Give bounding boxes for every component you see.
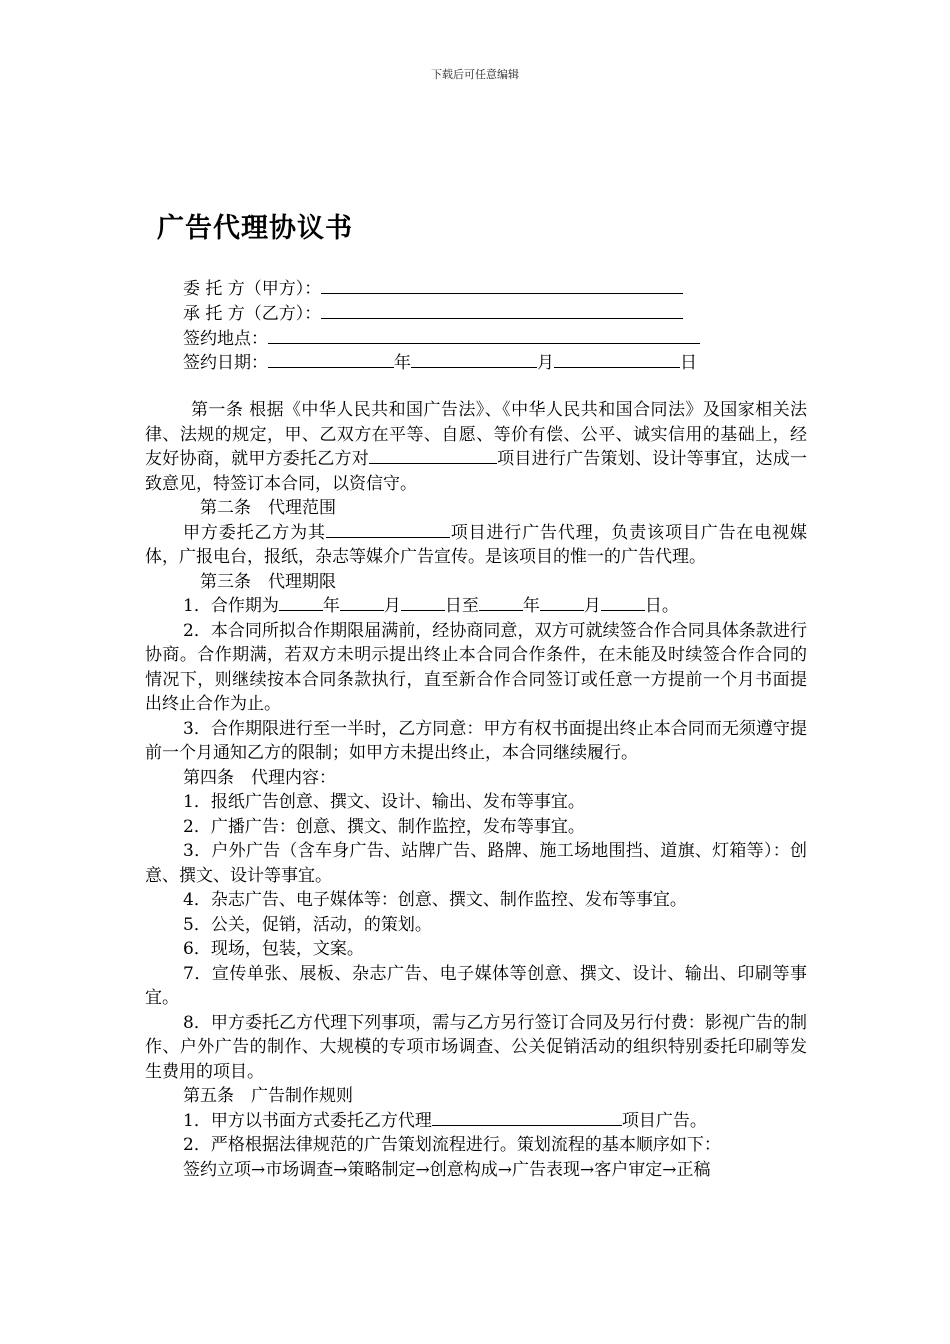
article-5-text: 1．甲方以书面方式委托乙方代理	[183, 1110, 432, 1131]
place-field	[183, 326, 700, 350]
year-blank[interactable]	[268, 350, 394, 368]
article-4-heading: 第四条 代理内容：	[183, 767, 336, 788]
article-4-item: 2．广播广告：创意、撰文、制作监控，发布等事宜。	[183, 816, 585, 837]
date-field	[183, 350, 697, 374]
article-3-heading: 第三条 代理期限	[200, 571, 336, 592]
article-5-item-3: 签约立项→市场调查→策略制定→创意构成→广告表现→客户审定→正稿	[183, 1159, 711, 1180]
document-title: 广告代理协议书	[157, 213, 353, 244]
article-2-text: 甲方委托乙方为其	[183, 522, 326, 543]
term-month-2: 月	[583, 596, 601, 616]
article-5-heading: 第五条 广告制作规则	[183, 1086, 353, 1106]
term-year: 年	[322, 596, 340, 616]
party-b-label: 承 托 方（乙方）：	[183, 304, 322, 324]
article-5-item-1	[145, 1109, 807, 1134]
article-5-text-end: 项目广告。	[621, 1110, 707, 1131]
day-blank[interactable]	[554, 350, 680, 368]
article-4-item: 6．现场，包装，文案。	[183, 939, 364, 959]
article-3-item-1	[145, 594, 807, 619]
term-blank[interactable]	[401, 594, 445, 611]
place-blank[interactable]	[268, 326, 700, 344]
day-label: 日	[680, 353, 697, 373]
term-day-to: 日至	[444, 596, 479, 616]
party-a-blank[interactable]	[321, 276, 683, 294]
article-3-item-2: 2．本合同所拟合作期限届满前，经协商同意，双方可就续签合作合同具体条款进行协商。合作期满，若双方未明示提出终止本合同合作条件，在未能及时续签合作合同的情况下，则继续按本合同条款执行，直至新合作合同签订或任意一方提前一个月书面提出终止合作为止。	[145, 620, 807, 714]
article-4-item: 4．杂志广告、电子媒体等：创意、撰文、制作监控、发布等事宜。	[183, 890, 687, 910]
article-4-item: 7．宣传单张、展板、杂志广告、电子媒体等创意、撰文、设计、输出、印刷等事宜。	[145, 963, 807, 1008]
article-1-text-end: 项目进行广告策划、设计等事宜，达成一致意见，特签订本合同，以资信守。	[145, 449, 808, 494]
header-note: 下载后可任意编辑	[431, 68, 519, 81]
party-b-blank[interactable]	[321, 301, 683, 319]
contract-body	[145, 398, 807, 1182]
place-label: 签约地点：	[183, 329, 268, 349]
article-4-item: 3．户外广告（含车身广告、站牌广告、路牌、施工场地围挡、道旗、灯箱等）：创意、撰文、设计等事宜。	[145, 841, 807, 886]
article-1-text: 第一条 根据《中华人民共和国广告法》、《中华人民共和国合同法》及国家相关法律、法规的规定，甲、乙双方在平等、自愿、等价有偿、公平、诚实信用的基础上，经友好协商，就甲方委托乙方对	[145, 400, 807, 469]
term-blank[interactable]	[601, 594, 645, 611]
month-label: 月	[537, 353, 554, 373]
article-4-item: 1．报纸广告创意、撰文、设计、输出、发布等事宜。	[183, 792, 585, 812]
article-2	[145, 521, 807, 570]
article-5-item-2: 2．严格根据法律规范的广告策划流程进行。策划流程的基本顺序如下：	[183, 1135, 721, 1155]
article-2-heading: 第二条 代理范围	[200, 498, 336, 518]
term-blank[interactable]	[479, 594, 523, 611]
month-blank[interactable]	[411, 350, 537, 368]
article-2-text-end: 项目进行广告代理，负责该项目广告在电视媒体，广报电台，报纸，杂志等媒介广告宣传。是该项目的惟一的广告代理。	[145, 522, 808, 567]
term-blank[interactable]	[340, 594, 384, 611]
project-blank[interactable]	[369, 447, 497, 464]
term-blank[interactable]	[540, 594, 584, 611]
party-a-label: 委 托 方（甲方）：	[183, 279, 322, 299]
date-label: 签约日期：	[183, 353, 268, 373]
year-label: 年	[394, 353, 411, 373]
project-blank[interactable]	[326, 521, 450, 538]
article-4-item: 8．甲方委托乙方代理下列事项，需与乙方另行签订合同及另行付费：影视广告的制作、户外广告的制作、大规模的专项市场调查、公关促销活动的组织特别委托印刷等发生费用的项目。	[145, 1012, 807, 1082]
term-day-2: 日。	[644, 596, 679, 616]
term-year-2: 年	[522, 596, 540, 616]
term-month: 月	[383, 596, 401, 616]
article-3-item-3: 3．合作期限进行至一半时，乙方同意：甲方有权书面提出终止本合同而无须遵守提前一个月通知乙方的限制；如甲方未提出终止，本合同继续履行。	[145, 718, 807, 763]
project-blank[interactable]	[432, 1109, 622, 1126]
article-1	[145, 398, 807, 496]
article-4-item: 5．公关，促销，活动，的策划。	[183, 914, 432, 935]
term-blank[interactable]	[279, 594, 323, 611]
party-a-field	[183, 276, 683, 300]
party-b-field	[183, 301, 683, 325]
term-prefix: 1．合作期为	[183, 596, 279, 616]
